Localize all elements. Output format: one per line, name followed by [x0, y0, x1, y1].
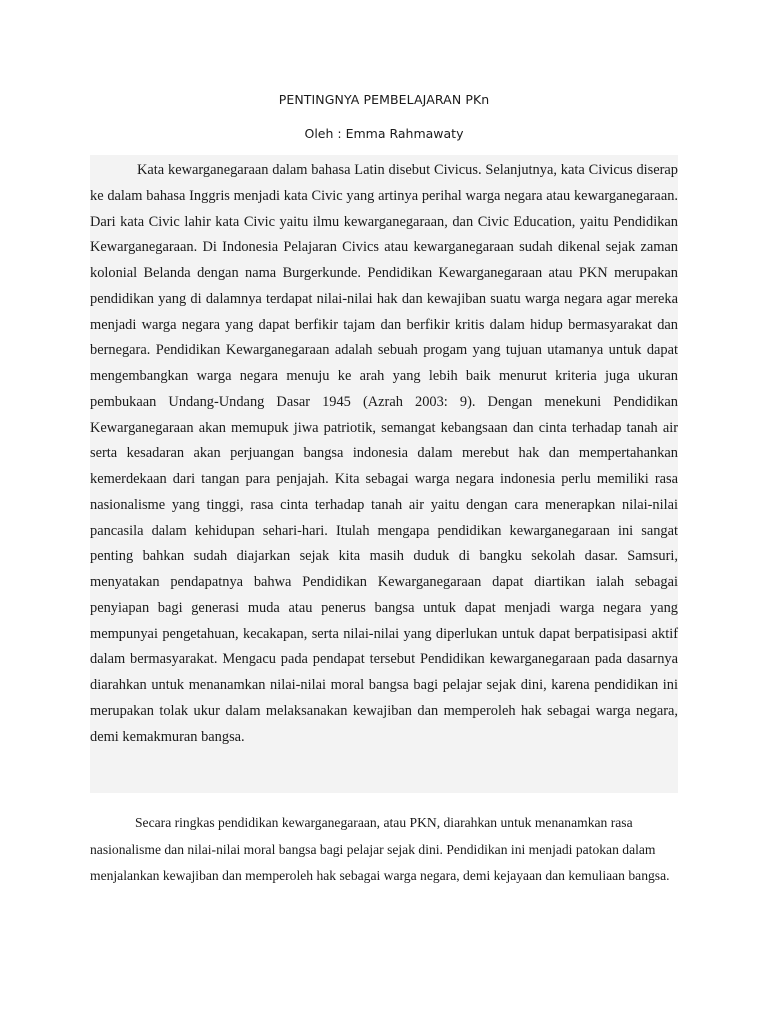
paragraph-1: Kata kewarganegaraan dalam bahasa Latin disebut Civicus. Selanjutnya, kata Civicus diserap ke dalam bahasa Inggris menjadi kata Civic yang artinya perihal warga negara atau kewarganegaraan. Dari kata Civic lahir kata Civic yaitu ilmu kewarganegaraan, dan Civic Education, yaitu Pendidikan Kewarganegaraan. Di Indonesia Pelajaran Civics atau kewarganegaraan sudah dikenal sejak zaman kolonial Belanda dengan nama Burgerkunde. Pendidikan Kewarganegaraan atau PKN merupakan pendidikan yang di dalamnya terdapat nilai-nilai hak dan kewajiban suatu warga negara agar mereka menjadi warga negara yang dapat berfikir tajam dan berfikir kritis dalam hidup bermasyarakat dan bernegara. Pendidikan Kewarganegaraan adalah sebuah progam yang tujuan utamanya untuk dapat mengembangkan warga negara menuju ke arah yang lebih baik menurut kriteria juga ukuran pembukaan Undang-Undang Dasar 1945 (Azrah 2003: 9). Dengan menekuni Pendidikan Kewarganegaraan akan memupuk jiwa patriotik, semangat kebangsaan dan cinta terhadap tanah air serta kesadaran akan perjuangan bangsa indonesia dalam merebut hak dan mempertahankan kemerdekaan dari tangan para penjajah. Kita sebagai warga negara indonesia perlu memiliki rasa nasionalisme yang tinggi, rasa cinta terhadap tanah air yaitu dengan cara menerapkan nilai-nilai pancasila dalam kehidupan sehari-hari. Itulah mengapa pendidikan kewarganegaraan ini sangat penting bahkan sudah diajarkan sejak kita masih duduk di bangku sekolah dasar. Samsuri, menyatakan pendapatnya bahwa Pendidikan Kewarganegaraan dapat diartikan ialah sebagai penyiapan bagi generasi muda atau penerus bangsa untuk dapat menjadi warga negara yang mempunyai pengetahuan, kecakapan, serta nilai-nilai yang diperlukan untuk dapat berpatisipasi aktif dalam bermasyarakat. Mengacu pada pendapat tersebut Pendidikan kewarganegaraan pada dasarnya diarahkan untuk menanamkan nilai-nilai moral bangsa bagi pelajar sejak dini, karena pendidikan ini merupakan tolak ukur dalam melaksanakan kewajiban dan memperoleh hak sebagai warga negara, demi kemakmuran bangsa.: [90, 162, 678, 745]
paragraph-2: Secara ringkas pendidikan kewarganegaraan, atau PKN, diarahkan untuk menanamkan rasa nasionalisme dan nilai-nilai moral bangsa bagi pelajar sejak dini. Pendidikan ini menjadi patokan dalam menjalankan kewajiban dan memperoleh hak sebagai warga negara, demi kejayaan dan kemuliaan bangsa.: [90, 815, 670, 883]
document-title: PENTINGNYA PEMBELAJARAN PKn: [278, 92, 490, 107]
document-author: Oleh : Emma Rahmawaty: [304, 126, 464, 141]
